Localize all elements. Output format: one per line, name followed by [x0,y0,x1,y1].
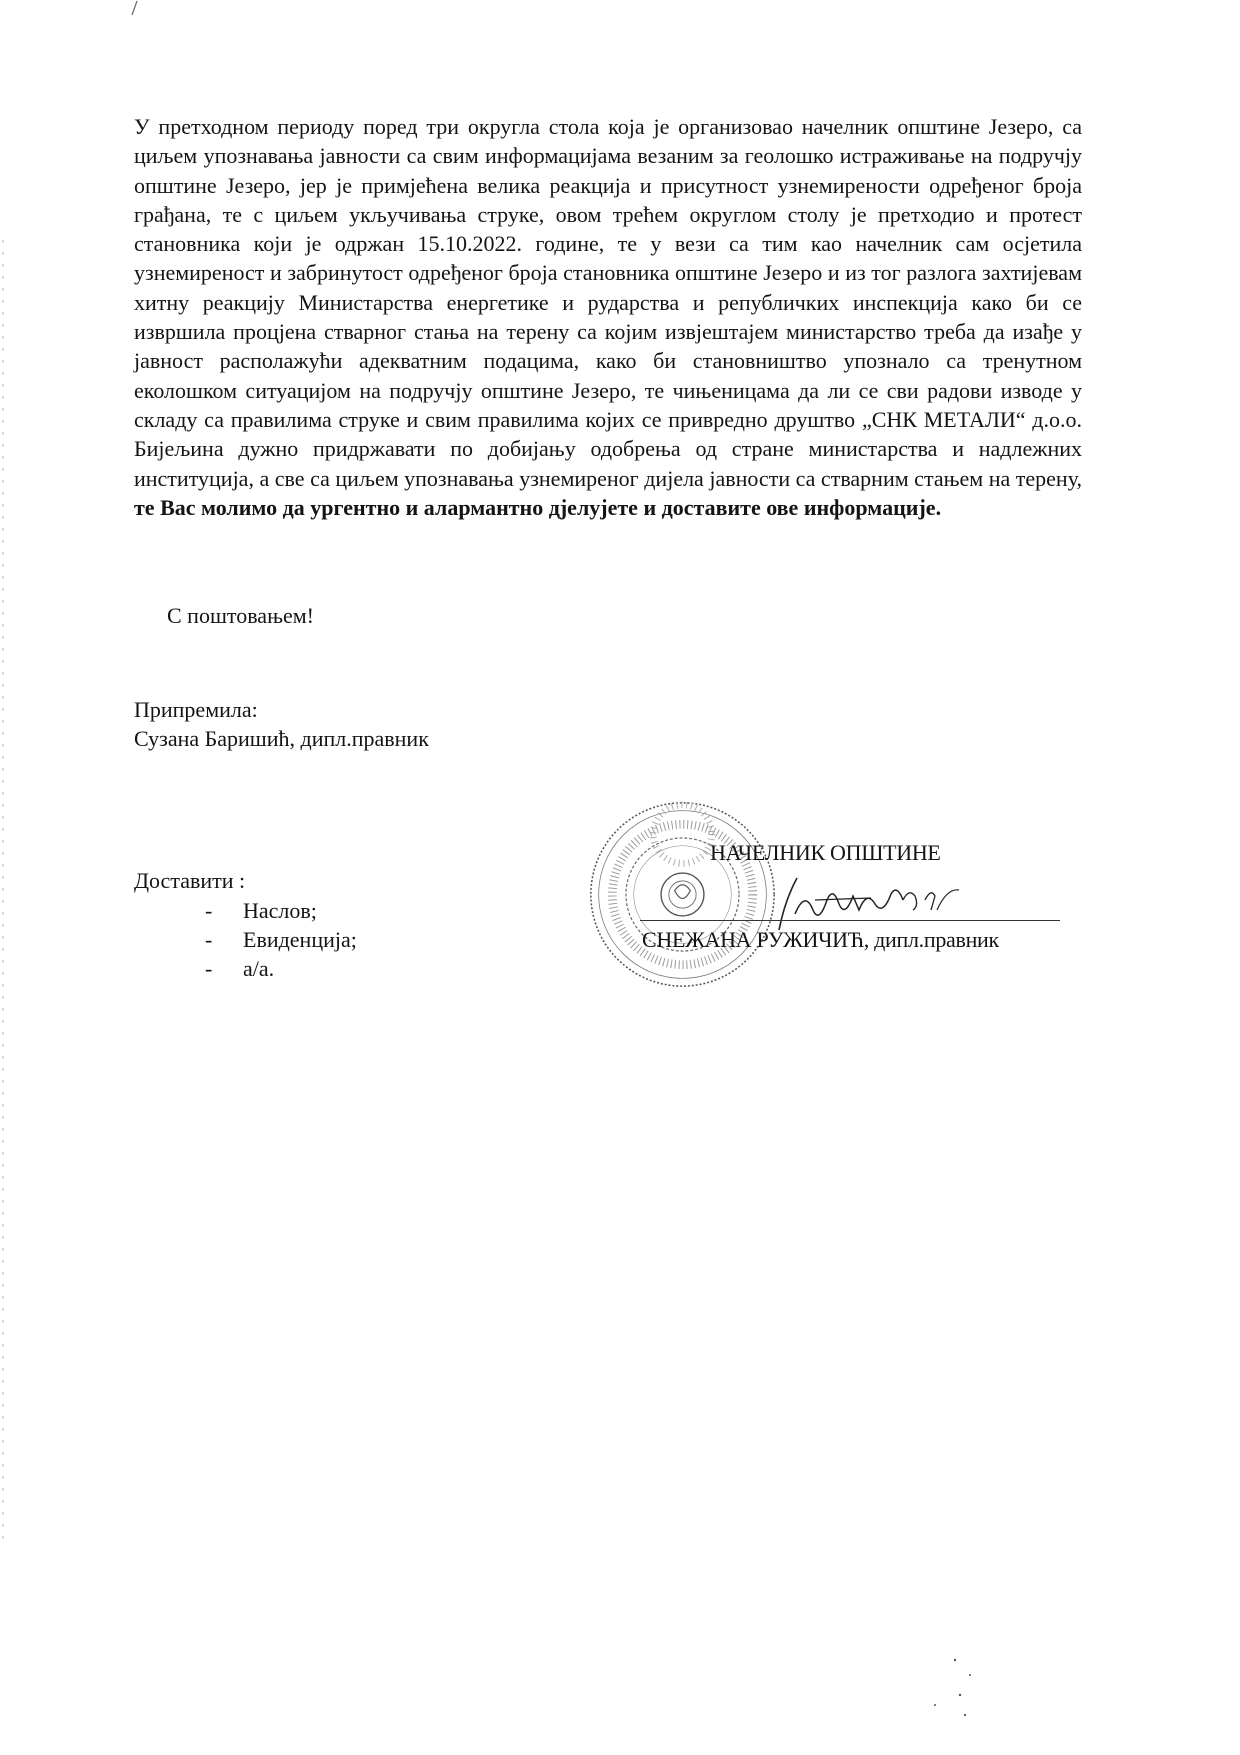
scan-edge-artifact [0,240,6,1540]
body-paragraph: У претходном периоду поред три округла стола која је организовао начелник општине Језеро, са циљем упознавања јавности са свим информацијама везаним за геолошко истраживање на подручју општине Језеро, јер је примјећена велика реакција и присутност узнемирености одређеног броја грађана, те с циљем укључивања струке, овом трећем округлом столу је претходио и протест становника који је одржан 15.10.2022. године, те у вези са тим као начелник сам осјетила узнемиреност и забринутост одређеног броја становника општине Језеро и из тог разлога захтијевам хитну реакцију Министарства енергетике и рударства и републичких инспекција како би се извршила процјена стварног стања на терену са којим извјештајем министарство треба да изађе у јавност располажући адекватним подацима, како би становништво упознало са тренутном еколошком ситуацијом на подручју општине Језеро, те чињеницама да ли се сви радови изводе у складу са правилима струке и свим правилима којих се привредно друштво „СНК МЕТАЛИ“ д.о.о. Бијељина дужно придржавати по добијању одобрења од стране министарства и надлежних институција, а све са циљем упознавања узнемиреног дијела јавности са стварним стањем на терену, [134,114,1082,491]
list-dash: - [205,898,213,923]
list-item-text: Наслов; [243,898,317,923]
list-item [205,956,357,985]
prepared-by-label: Припремила: [134,697,258,722]
deliver-to-label: Доставити : [134,868,246,893]
list-item-text: Евиденција; [243,927,357,952]
deliver-to-list [205,898,357,985]
greeting: С поштовањем! [167,603,314,628]
signatory-title: НАЧЕЛНИК ОПШТИНЕ [710,840,941,865]
body-paragraph-bold: те Вас молимо да ургентно и алармантно дјелујете и доставите ове информације. [134,494,942,520]
scan-speck [930,1700,940,1710]
signature-line [640,920,1060,921]
prepared-by-name: Сузана Баришић, дипл.правник [134,726,429,751]
letter-body [134,112,1082,522]
stray-mark [127,0,141,16]
list-item-text: а/а. [243,956,275,981]
scan-speck [965,1670,975,1680]
list-item [205,898,357,927]
official-stamp [585,797,780,992]
scan-speck [960,1710,970,1720]
list-dash: - [205,927,213,952]
signatory-name: СНЕЖАНА РУЖИЧИЋ, дипл.правник [642,927,999,952]
list-item [205,927,357,956]
scan-speck [955,1690,965,1700]
scan-speck [950,1655,960,1665]
list-dash: - [205,956,213,981]
